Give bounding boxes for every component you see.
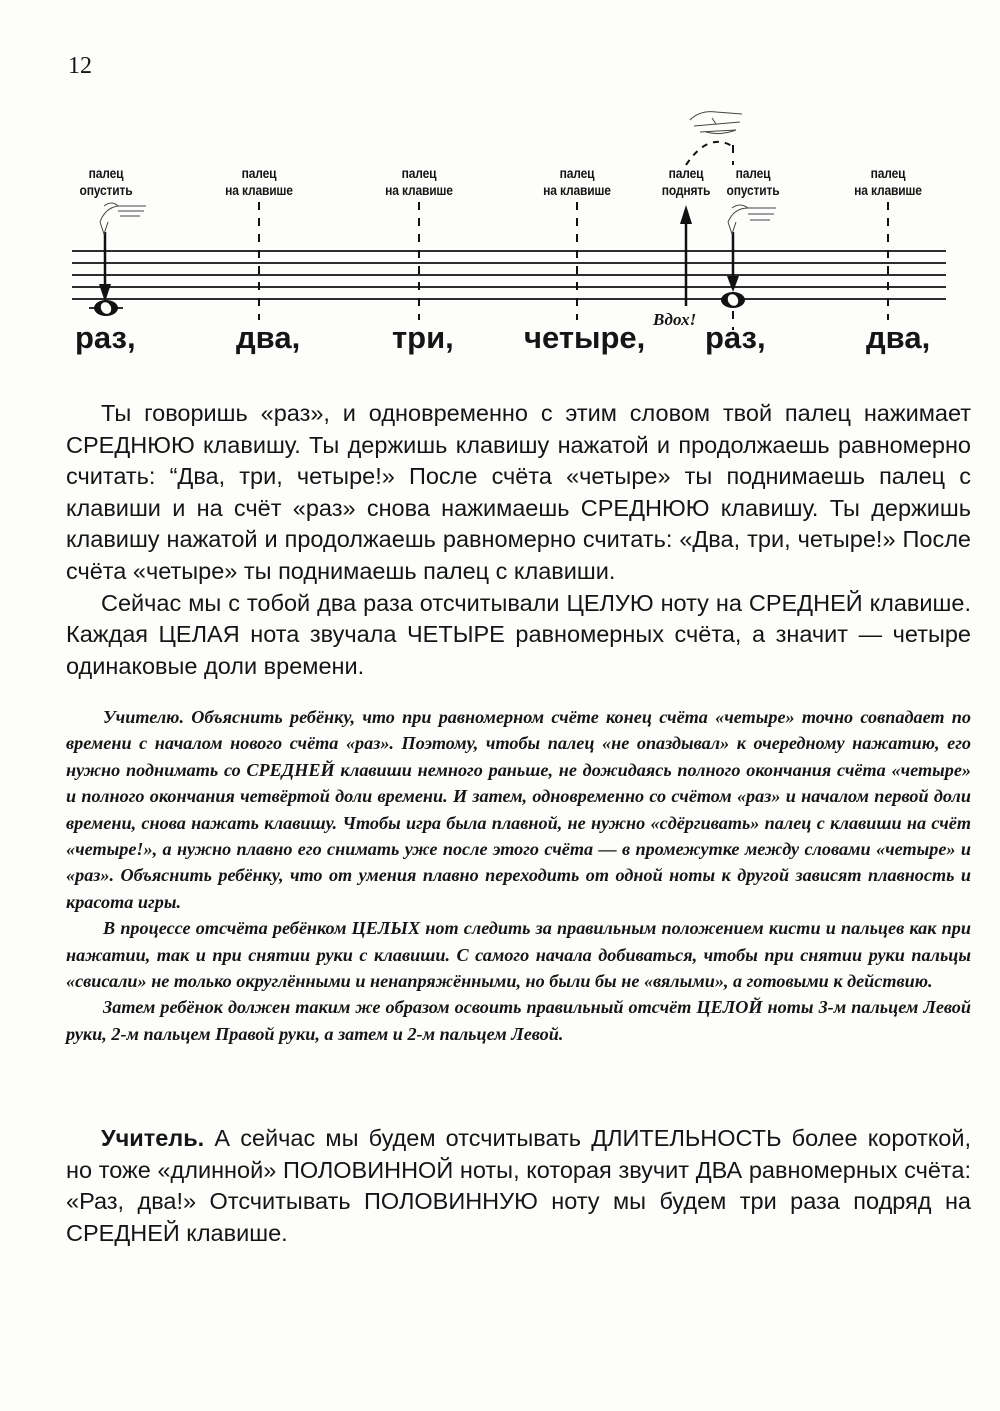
body-text <box>66 398 971 682</box>
count-word: три, <box>392 320 454 355</box>
up-arrow-icon <box>680 205 692 306</box>
lift-arc <box>686 142 732 165</box>
diagram-label: палец на клавише <box>543 165 611 198</box>
down-arrow-icon <box>99 232 111 302</box>
down-arrow-icon <box>727 232 739 292</box>
closing-body: А сейчас мы будем отсчитывать ДЛИТЕЛЬНОСТЬ более короткой, но тоже «длинной» ПОЛОВИННОЙ ноты, которая звучит ДВА равномерных счёта: «Раз, два!» Отсчитывать ПОЛОВИННУЮ ноту мы будем три раза подряд на СРЕДНЕЙ клавише. <box>66 1125 971 1246</box>
inhale-label: Вдох! <box>653 310 697 329</box>
closing-paragraph <box>66 1123 971 1249</box>
count-word: два, <box>236 320 301 355</box>
count-word: раз, <box>705 320 766 355</box>
diagram-label: палец опустить <box>79 165 133 198</box>
diagram-label: палец на клавише <box>854 165 922 198</box>
body-paragraph: Ты говоришь «раз», и одновременно с этим словом твой палец нажимает СРЕДНЮЮ клавишу. Ты держишь клавишу нажатой и продолжаешь равномерно считать: “Два, три, четыре!» После счёта «четыре» ты поднимаешь палец с клавиши и на счёт «раз» снова нажимаешь СРЕДНЮЮ клавишу. Ты держишь клавишу нажатой и продолжаешь равномерно считать: «Два, три, четыре!» После счёта «четыре» ты поднимаешь палец с клавиши. <box>66 400 971 584</box>
note-label: Учителю. <box>103 707 184 727</box>
diagram-label: палец поднять <box>661 165 711 198</box>
count-word: раз, <box>75 320 136 355</box>
counting-diagram <box>0 0 1000 380</box>
pressing-hand-icon <box>728 205 776 234</box>
lifted-hand-icon <box>690 112 742 134</box>
note-text: Объяснить ребёнку, что при равномерном счёте конец счёта «четыре» точно совпадает по времени с началом нового счёта «раз». Поэтому, чтобы палец «не опаздывал» к очередному нажатию, его нужно поднимать со СРЕДНЕЙ клавиши немного раньше, не дожидаясь полного окончания счёта «четыре» и полного окончания четвёртой доли времени. И затем, одновременно со счётом «раз» и началом первой доли времени, снова нажать клавишу. Чтобы игра была плавной, не нужно «сдёргивать» палец с клавиши на счёт «четыре!», а нужно плавно его снимать уже после этого счёта — в промежутке между словами «четыре» и «раз». Объяснить ребёнку, что от умения плавно переходить от одной ноты к другой зависят плавность и красота игры. <box>66 707 972 912</box>
diagram-label: палец на клавише <box>385 165 453 198</box>
note-paragraph: В процессе отсчёта ребёнком ЦЕЛЫХ нот следить за правильным положением кисти и пальцев как при нажатии, так и при снятии руки с клавиши. С самого начала добиваться, чтобы при снятии руки пальцы «свисали» не только округлёнными и ненапряжёнными, но были бы не «вялыми», а готовыми к действию. <box>66 918 971 992</box>
closing-text <box>66 1123 971 1249</box>
closing-label: Учитель. <box>101 1125 205 1151</box>
count-word: четыре, <box>524 320 646 355</box>
whole-note-icon <box>94 300 118 316</box>
teacher-note <box>66 704 971 1047</box>
note-paragraph: Затем ребёнок должен таким же образом освоить правильный отсчёт ЦЕЛОЙ ноты 3-м пальцем Левой руки, 2-м пальцем Правой руки, а затем и 2-м пальцем Левой. <box>66 997 971 1044</box>
page-number: 12 <box>68 53 92 79</box>
staff-lines <box>72 251 946 299</box>
whole-note-icon <box>721 292 745 308</box>
count-word: два, <box>866 320 931 355</box>
note-paragraph <box>66 704 971 915</box>
diagram-label: палец опустить <box>726 165 780 198</box>
body-paragraph: Сейчас мы с тобой два раза отсчитывали ЦЕЛУЮ ноту на СРЕДНЕЙ клавише. Каждая ЦЕЛАЯ нота звучала ЧЕТЫРЕ равномерных счёта, а значит — четыре одинаковые доли времени. <box>66 589 971 679</box>
diagram-label: палец на клавише <box>225 165 293 198</box>
pressing-hand-icon <box>100 203 146 234</box>
